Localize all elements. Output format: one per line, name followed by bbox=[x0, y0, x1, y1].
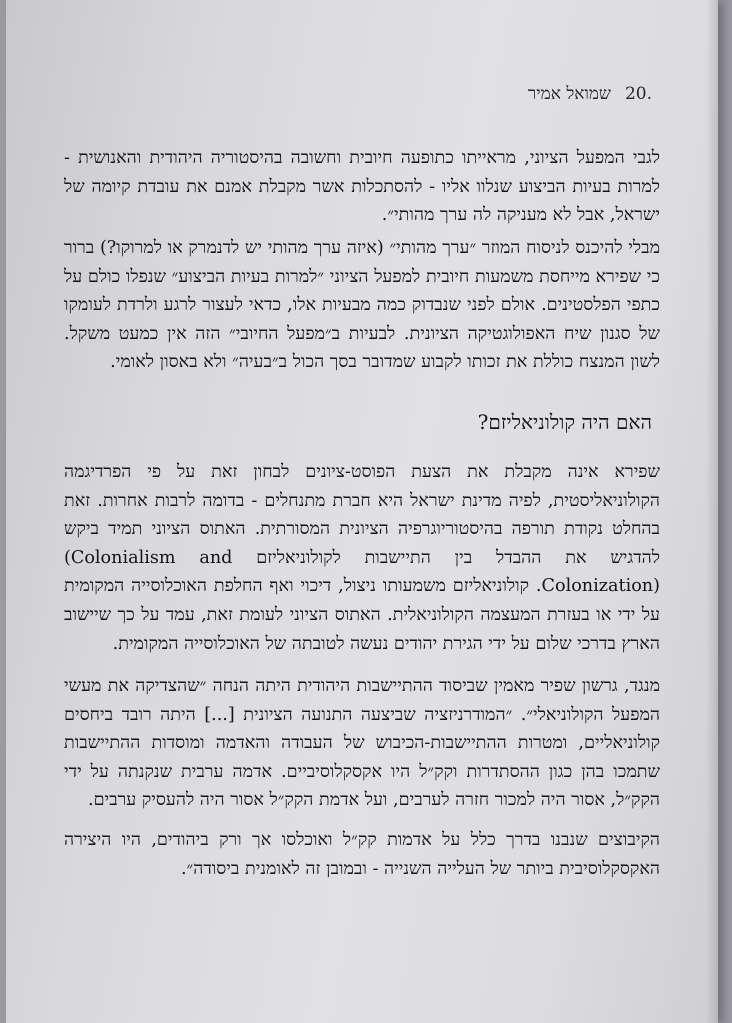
paragraph-5 bbox=[64, 826, 660, 883]
page-edge-shadow bbox=[706, 0, 718, 1023]
paragraph-4 bbox=[64, 672, 660, 815]
page-number: 20. bbox=[624, 84, 652, 104]
paragraph-3 bbox=[64, 458, 660, 658]
book-page bbox=[6, 0, 718, 1023]
paragraph-3-latin-term: (Colonialism and Colonization) bbox=[64, 547, 660, 597]
paragraph-2-text: מבלי להיכנס לניסוח המוזר ״ערך מהותי״ (איזה ערך מהותי יש לדנמרק או למרוקו?) ברור כי שפירא מייחסת משמעות חיובית למפעל הציוני ״למרות בעיות הביצוע״ שנפלו כולם על כתפי הפלסטינים. אולם לפני שנבדוק כמה מבעיות אלו, כדאי לעצור לרגע ולרדת לעומקו של סגנון שיח האפולוגטיקה הציונית. לבעיות ב״מפעל החיובי״ הזה אין כמעט משקל. לשון המנצח כוללת את זכותו לקבוע שמדובר בסך הכול ב״בעיה״ ולא באסון לאומי. bbox=[64, 238, 660, 373]
paragraph-5-text: הקיבוצים שנבנו בדרך כלל על אדמות קק״ל ואוכלסו אך ורק ביהודים, היו היצירה האקסקלוסיבית ביותר של העלייה השנייה - ובמובן זה לאומנית ביסודה״. bbox=[64, 830, 660, 879]
author-name: שמואל אמיר bbox=[527, 84, 611, 104]
paragraph-3-before: שפירא אינה מקבלת את הצעת הפוסט-ציונים לבחון זאת על פי הפרדיגמה הקולוניאליסטית, לפיה מדינת ישראל היא חברת מתנחלים - בדומה לרבות אחרות. זאת בהחלט נקודת תורפה בהיסטוריוגרפיה הציונית המסורתית. האתוס הציוני תמיד ביקש להדגיש את ההבדל בין התיישבות לקולוניאליזם bbox=[64, 462, 661, 568]
paragraph-3-after: . קולוניאליזם משמעותו ניצול, דיכוי ואף החלפת האוכלוסייה המקומית על ידי או בעזרת המעצמה הקולוניאלית. האתוס הציוני לעומת זאת, עמד על כך שיישוב הארץ בדרכי שלום על ידי הגירת יהודים נעשה לטובתה של האוכלוסייה המקומית. bbox=[64, 576, 660, 654]
paragraph-2 bbox=[64, 234, 660, 377]
paragraph-3-text bbox=[64, 458, 660, 658]
paragraph-1-text: לגבי המפעל הציוני, מראייתו כתופעה חיובית וחשובה בהיסטוריה היהודית והאנושית - למרות בעיות הביצוע שנלוו אליו - להסתכלות אשר מקבלת אמנם את עובדת קיומה של ישראל, אבל לא מעניקה לה ערך מהותי״. bbox=[64, 148, 660, 226]
paragraph-1 bbox=[64, 144, 660, 230]
paragraph-4-text: מנגד, גרשון שפיר מאמין שביסוד ההתיישבות היהודית היתה הנחה ״שהצדיקה את מעשי המפעל הקולוניאלי״. ״המודרניזציה שביצעה התנועה הציונית [...] היתה רובד ביחסים קולוניאליים, ומטרות ההתיישבות-הכיבוש של העבודה והאדמה ומוסדות ההתיישבות שתמכו בהן כגון ההסתדרות וקק״ל היו אקסקלוסיביים. אדמה ערבית שנקנתה על ידי הקק״ל, אסור היה למכור חזרה לערבים, ועל אדמת הקק״ל אסור היה להעסיק ערבים. bbox=[64, 676, 660, 811]
running-header bbox=[528, 84, 652, 104]
section-title: האם היה קולוניאליזם? bbox=[477, 410, 652, 434]
